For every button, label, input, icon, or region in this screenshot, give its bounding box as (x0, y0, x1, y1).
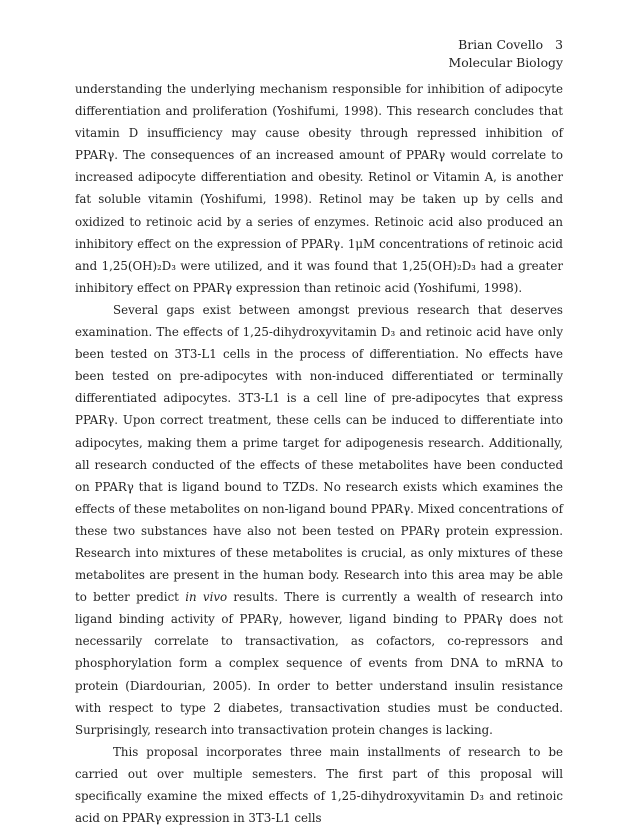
paragraph-text: results. There is currently a wealth of research into ligand binding activity of PPARγ, however, ligand binding to PPARγ does not necessarily correlate to transactivation, as cofactors, co-repressors and phosphorylation form a complex sequence of events from DNA to mRNA to protein (Diardourian, 2005). In order to better understand insulin resistance with respect to type 2 diabetes, transactivation studies must be conducted. Surprisingly, research into transactivation protein changes is lacking. (75, 590, 563, 737)
paragraph-2 (75, 299, 563, 741)
paragraph-text: understanding the underlying mechanism responsible for inhibition of adipocyte differentiation and proliferation (Yoshifumi, 1998). This research concludes that vitamin D insufficiency may cause obesity through repressed inhibition of PPARγ. The consequences of an increased amount of PPARγ would correlate to increased adipocyte differentiation and obesity. Retinol or Vitamin A, is another fat soluble vitamin (Yoshifumi, 1998). Retinol may be taken up by cells and oxidized to retinoic acid by a series of enzymes. Retinoic acid also produced an inhibitory effect on the expression of PPARγ. 1μM concentrations of retinoic acid and 1,25(OH)₂D₃ were utilized, and it was found that 1,25(OH)₂D₃ had a greater inhibitory effect on PPARγ expression than retinoic acid (Yoshifumi, 1998). (75, 82, 563, 295)
page-number: 3 (555, 37, 563, 52)
document-body (75, 78, 563, 829)
header-author-line (449, 36, 563, 54)
page-header (449, 36, 563, 72)
paragraph-text: This proposal incorporates three main installments of research to be carried out over multiple semesters. The first part of this proposal will specifically examine the mixed effects of 1,25-dihydroxyvitamin D₃ and retinoic acid on PPARγ expression in 3T3-L1 cells (75, 744, 563, 826)
author-name: Brian Covello (458, 37, 544, 52)
paragraph-3 (75, 741, 563, 829)
course-title: Molecular Biology (448, 55, 563, 70)
italic-term: in vivo (185, 590, 228, 605)
paragraph-text: Several gaps exist between amongst previous research that deserves examination. The effects of 1,25-dihydroxyvitamin D₃ and retinoic acid have only been tested on 3T3-L1 cells in the process of differentiation. No effects have been tested on pre-adipocytes with non-induced differentiated or terminally differentiated adipocytes. 3T3-L1 is a cell line of pre-adipocytes that express PPARγ. Upon correct treatment, these cells can be induced to differentiate into adipocytes, making them a prime target for adipogenesis research. Additionally, all research conducted of the effects of these metabolites have been conducted on PPARγ that is ligand bound to TZDs. No research exists which examines the effects of these metabolites on non-ligand bound PPARγ. Mixed concentrations of these two substances have also not been tested on PPARγ protein expression. Research into mixtures of these metabolites is crucial, as only mixtures of these metabolites are present in the human body. Research into this area may be able to better predict (75, 302, 563, 605)
paragraph-1 (75, 78, 563, 299)
